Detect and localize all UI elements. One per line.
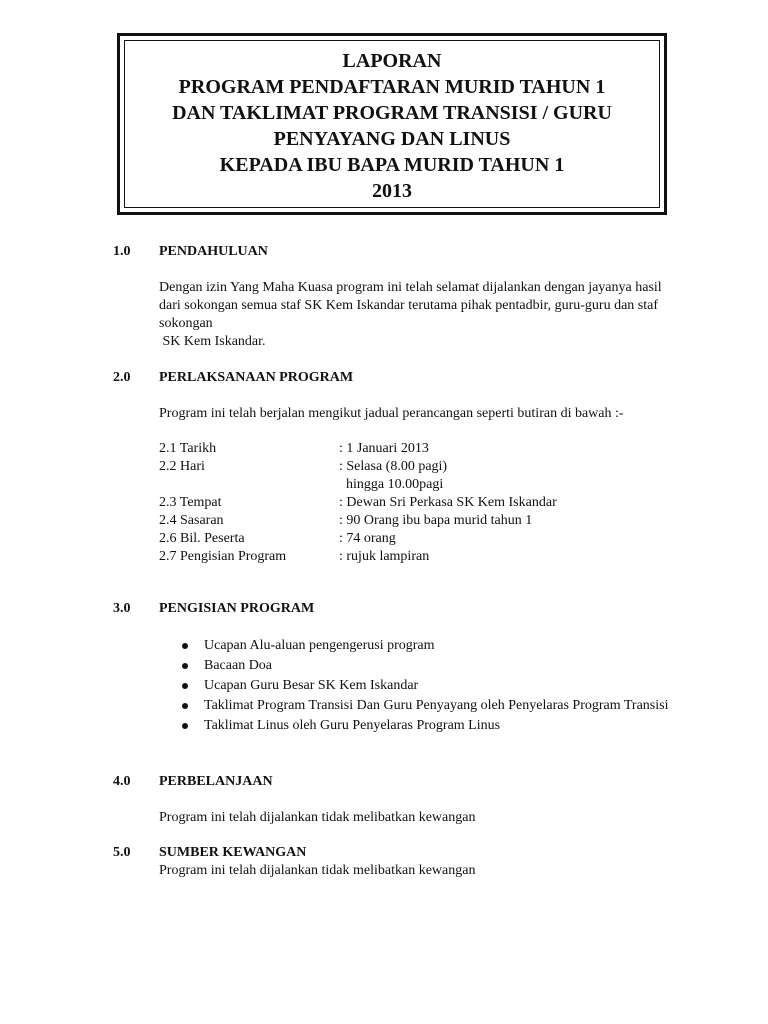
list-item-text: Taklimat Program Transisi Dan Guru Penyayang oleh Penyelaras Program Transisi — [204, 698, 669, 713]
paragraph-line: Dengan izin Yang Maha Kuasa program ini telah selamat dijalankan dengan jayanya hasil — [159, 280, 662, 295]
bullet-icon — [182, 643, 188, 649]
bullet-icon — [182, 723, 188, 729]
bullet-icon — [182, 683, 188, 689]
paragraph-line: sokongan — [159, 316, 213, 331]
section-number: 3.0 — [113, 601, 131, 616]
list-item — [180, 696, 668, 716]
section-title: PERLAKSANAAN PROGRAM — [159, 370, 354, 385]
section-1-paragraph — [159, 279, 719, 351]
section-number: 1.0 — [113, 244, 131, 259]
title-line-2: PROGRAM PENDAFTARAN MURID TAHUN 1 — [178, 76, 606, 98]
list-item — [180, 676, 668, 696]
detail-label: 2.1 Tarikh — [159, 441, 217, 456]
section-2-intro: Program ini telah berjalan mengikut jadual perancangan seperti butiran di bawah :- — [159, 406, 624, 421]
section-4-paragraph: Program ini telah dijalankan tidak melibatkan kewangan — [159, 810, 476, 825]
section-title: PENGISIAN PROGRAM — [159, 601, 315, 616]
paragraph-line: SK Kem Iskandar. — [159, 334, 266, 349]
detail-value: hingga 10.00pagi — [339, 477, 444, 492]
list-item — [180, 656, 668, 676]
title-line-1: LAPORAN — [342, 50, 442, 72]
report-title — [120, 48, 664, 204]
title-line-5: KEPADA IBU BAPA MURID TAHUN 1 — [219, 154, 565, 176]
list-item-text: Bacaan Doa — [204, 658, 273, 673]
title-line-4: PENYAYANG DAN LINUS — [273, 128, 511, 150]
detail-value: : 1 Januari 2013 — [339, 441, 429, 456]
title-line-6: 2013 — [372, 180, 412, 202]
list-item — [180, 636, 668, 656]
bullet-icon — [182, 703, 188, 709]
detail-label: 2.4 Sasaran — [159, 513, 224, 528]
detail-value: : rujuk lampiran — [339, 549, 430, 564]
detail-value: : Dewan Sri Perkasa SK Kem Iskandar — [339, 495, 557, 510]
section-title: PERBELANJAAN — [159, 774, 273, 789]
list-item — [180, 716, 668, 736]
title-box — [117, 33, 667, 215]
detail-label: 2.2 Hari — [159, 459, 205, 474]
paragraph-line: dari sokongan semua staf SK Kem Iskandar terutama pihak pentadbir, guru-guru dan staf — [159, 298, 659, 313]
section-number: 4.0 — [113, 774, 131, 789]
section-title: PENDAHULUAN — [159, 244, 268, 259]
detail-label: 2.7 Pengisian Program — [159, 549, 287, 564]
list-item-text: Ucapan Guru Besar SK Kem Iskandar — [204, 678, 419, 693]
detail-value: : 74 orang — [339, 531, 396, 546]
detail-label: 2.6 Bil. Peserta — [159, 531, 245, 546]
section-title: SUMBER KEWANGAN — [159, 845, 307, 860]
list-item-text: Ucapan Alu-aluan pengengerusi program — [204, 638, 435, 653]
title-line-3: DAN TAKLIMAT PROGRAM TRANSISI / GURU — [172, 102, 612, 124]
section-5-paragraph: Program ini telah dijalankan tidak melibatkan kewangan — [159, 863, 476, 878]
list-item-text: Taklimat Linus oleh Guru Penyelaras Program Linus — [204, 718, 501, 733]
section-number: 5.0 — [113, 845, 131, 860]
section-number: 2.0 — [113, 370, 131, 385]
detail-value: : Selasa (8.00 pagi) — [339, 459, 448, 474]
detail-value: : 90 Orang ibu bapa murid tahun 1 — [339, 513, 533, 528]
bullet-icon — [182, 663, 188, 669]
program-items-list — [180, 636, 668, 736]
detail-label: 2.3 Tempat — [159, 495, 222, 510]
